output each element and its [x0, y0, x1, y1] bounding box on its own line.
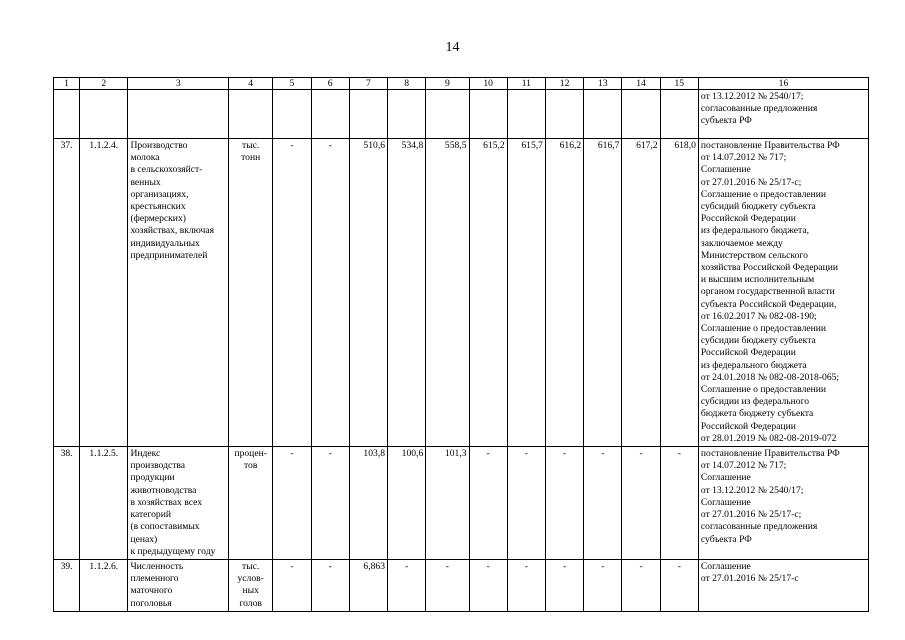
- value-cell: -: [622, 447, 660, 560]
- value-cell: 534,8: [388, 139, 426, 447]
- value-cell: 618,0: [660, 139, 698, 447]
- value-cell: -: [507, 447, 545, 560]
- header-cell: 11: [507, 78, 545, 90]
- value-cell: -: [469, 559, 507, 611]
- value-cell: 103,8: [349, 447, 387, 560]
- header-cell: 12: [545, 78, 583, 90]
- value-cell: -: [273, 559, 311, 611]
- value-cell: -: [388, 559, 426, 611]
- header-cell: 6: [311, 78, 349, 90]
- indicator-code: 1.1.2.5.: [80, 447, 128, 560]
- unit-cell: тыс. тонн: [229, 139, 273, 447]
- header-cell: 7: [349, 78, 387, 90]
- value-cell: 616,7: [584, 139, 622, 447]
- header-row: [54, 78, 869, 90]
- indicator-name: Производство молока в сельскохозяйст- венных организациях, крестьянских (фермерских) хозяйствах, включая индивидуальных предпринимателей: [128, 139, 229, 447]
- value-cell: -: [311, 447, 349, 560]
- basis-cell: от 13.12.2012 № 2540/17; согласованные предложения субъекта РФ: [698, 90, 868, 139]
- unit-cell: тыс. услов- ных голов: [229, 559, 273, 611]
- value-cell: 100,6: [388, 447, 426, 560]
- basis-cell: постановление Правительства РФ от 14.07.2012 № 717; Соглашение от 27.01.2016 № 25/17-с; Соглашение о предоставлении субсидий бюджету субъекта Российской Федерации из федерального бюджета, заключаемое между Министерством сельского хозяйства Российской Федерации и высшим исполнительным органом государственной власти субъекта Российской Федерации, от 16.02.2017 № 082-08-190; Соглашение о предоставлении субсидии бюджету субъекта Российской Федерации из федерального бюджета от 24.01.2018 № 082-08-2018-065; Соглашение о предоставлении субсидии из федерального бюджета бюджету субъекта Российской Федерации от 28.01.2019 № 082-08-2019-072: [698, 139, 868, 447]
- value-cell: -: [311, 139, 349, 447]
- indicator-code: 1.1.2.6.: [80, 559, 128, 611]
- table-row: [54, 139, 869, 447]
- value-cell: -: [426, 559, 469, 611]
- indicators-table: [53, 77, 869, 612]
- value-cell: -: [584, 447, 622, 560]
- header-cell: 3: [128, 78, 229, 90]
- unit-cell: процен- тов: [229, 447, 273, 560]
- value-cell: -: [273, 139, 311, 447]
- row-number: 39.: [54, 559, 80, 611]
- value-cell: 101,3: [426, 447, 469, 560]
- value-cell: 615,7: [507, 139, 545, 447]
- page-number: 14: [445, 40, 460, 55]
- indicator-code: 1.1.2.4.: [80, 139, 128, 447]
- value-cell: 617,2: [622, 139, 660, 447]
- value-cell: -: [545, 559, 583, 611]
- header-cell: 14: [622, 78, 660, 90]
- header-cell: 16: [698, 78, 868, 90]
- header-cell: 13: [584, 78, 622, 90]
- table-row: [54, 559, 869, 611]
- table-row: [54, 90, 869, 139]
- header-cell: 15: [660, 78, 698, 90]
- indicator-name: Индекс производства продукции животноводства в хозяйствах всех категорий (в сопоставимых ценах) к предыдущему году: [128, 447, 229, 560]
- basis-cell: постановление Правительства РФ от 14.07.2012 № 717; Соглашение от 13.12.2012 № 2540/17; Соглашение от 27.01.2016 № 25/17-с; согласованные предложения субъекта РФ: [698, 447, 868, 560]
- value-cell: -: [622, 559, 660, 611]
- basis-cell: Соглашение от 27.01.2016 № 25/17-с: [698, 559, 868, 611]
- value-cell: 615,2: [469, 139, 507, 447]
- header-cell: 2: [80, 78, 128, 90]
- value-cell: -: [507, 559, 545, 611]
- value-cell: -: [660, 447, 698, 560]
- header-cell: 4: [229, 78, 273, 90]
- value-cell: -: [311, 559, 349, 611]
- header-cell: 9: [426, 78, 469, 90]
- header-cell: 5: [273, 78, 311, 90]
- header-cell: 8: [388, 78, 426, 90]
- value-cell: 558,5: [426, 139, 469, 447]
- value-cell: 616,2: [545, 139, 583, 447]
- value-cell: 510,6: [349, 139, 387, 447]
- value-cell: -: [469, 447, 507, 560]
- value-cell: -: [660, 559, 698, 611]
- header-cell: 10: [469, 78, 507, 90]
- value-cell: -: [545, 447, 583, 560]
- value-cell: 6,863: [349, 559, 387, 611]
- header-cell: 1: [54, 78, 80, 90]
- value-cell: -: [584, 559, 622, 611]
- row-number: 37.: [54, 139, 80, 447]
- value-cell: -: [273, 447, 311, 560]
- table-row: [54, 447, 869, 560]
- row-number: 38.: [54, 447, 80, 560]
- indicator-name: Численность племенного маточного поголовья: [128, 559, 229, 611]
